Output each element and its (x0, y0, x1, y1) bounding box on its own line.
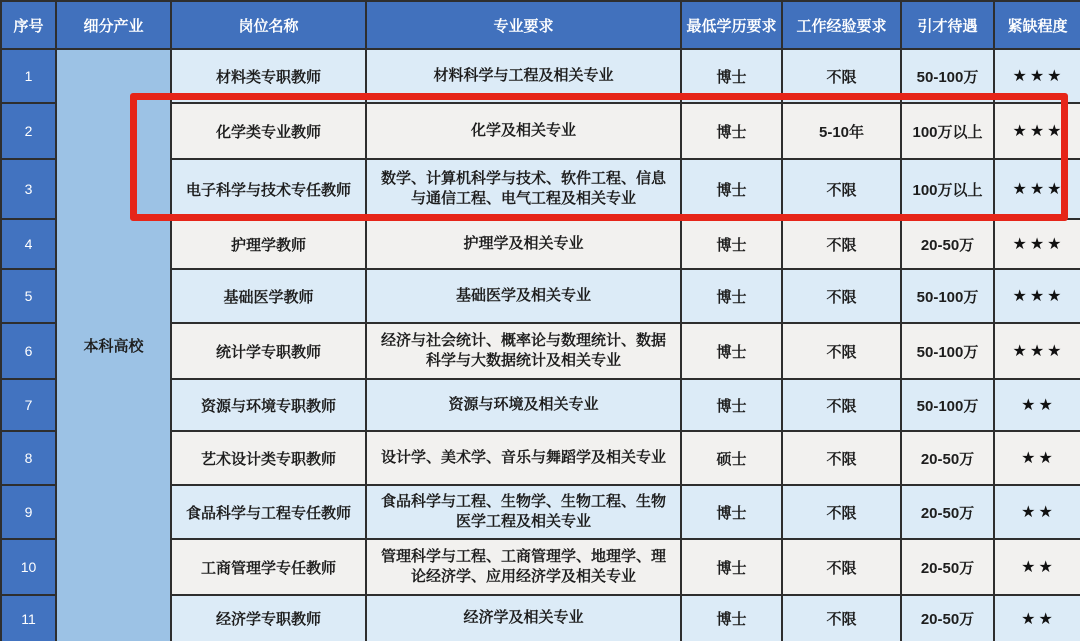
column-header-position: 岗位名称 (171, 1, 366, 49)
degree-cell: 硕士 (681, 431, 782, 485)
shortage-stars-cell: ★★★ (994, 219, 1080, 269)
column-header-industry: 细分产业 (56, 1, 171, 49)
salary-cell: 50-100万 (901, 49, 994, 103)
shortage-stars-cell: ★★ (994, 379, 1080, 431)
experience-cell: 不限 (782, 595, 901, 641)
table-header (1, 1, 1080, 49)
salary-cell: 20-50万 (901, 595, 994, 641)
experience-cell: 5-10年 (782, 103, 901, 159)
major-requirement-cell: 经济学及相关专业 (366, 595, 681, 641)
row-index-cell: 9 (1, 485, 56, 539)
row-index-cell: 8 (1, 431, 56, 485)
salary-cell: 20-50万 (901, 539, 994, 595)
major-requirement-cell: 资源与环境及相关专业 (366, 379, 681, 431)
row-index-cell: 1 (1, 49, 56, 103)
row-index-cell: 10 (1, 539, 56, 595)
experience-cell: 不限 (782, 485, 901, 539)
major-requirement-cell: 数学、计算机科学与技术、软件工程、信息与通信工程、电气工程及相关专业 (366, 159, 681, 219)
position-cell: 工商管理学专任教师 (171, 539, 366, 595)
industry-group-cell: 本科高校 (56, 49, 171, 641)
salary-cell: 50-100万 (901, 269, 994, 323)
major-requirement-cell: 化学及相关专业 (366, 103, 681, 159)
experience-cell: 不限 (782, 269, 901, 323)
major-requirement-cell: 护理学及相关专业 (366, 219, 681, 269)
salary-cell: 50-100万 (901, 323, 994, 379)
major-requirement-cell: 管理科学与工程、工商管理学、地理学、理论经济学、应用经济学及相关专业 (366, 539, 681, 595)
shortage-stars-cell: ★★★ (994, 323, 1080, 379)
position-cell: 护理学教师 (171, 219, 366, 269)
row-index-cell: 2 (1, 103, 56, 159)
major-requirement-cell: 基础医学及相关专业 (366, 269, 681, 323)
position-cell: 材料类专职教师 (171, 49, 366, 103)
shortage-stars-cell: ★★ (994, 431, 1080, 485)
column-header-major: 专业要求 (366, 1, 681, 49)
degree-cell: 博士 (681, 219, 782, 269)
degree-cell: 博士 (681, 269, 782, 323)
shortage-stars-cell: ★★★ (994, 159, 1080, 219)
experience-cell: 不限 (782, 219, 901, 269)
major-requirement-cell: 设计学、美术学、音乐与舞蹈学及相关专业 (366, 431, 681, 485)
experience-cell: 不限 (782, 379, 901, 431)
salary-cell: 50-100万 (901, 379, 994, 431)
row-index-cell: 4 (1, 219, 56, 269)
position-cell: 艺术设计类专职教师 (171, 431, 366, 485)
salary-cell: 20-50万 (901, 485, 994, 539)
table-row (1, 49, 1080, 103)
experience-cell: 不限 (782, 49, 901, 103)
row-index-cell: 6 (1, 323, 56, 379)
experience-cell: 不限 (782, 323, 901, 379)
experience-cell: 不限 (782, 159, 901, 219)
degree-cell: 博士 (681, 485, 782, 539)
experience-cell: 不限 (782, 431, 901, 485)
salary-cell: 100万以上 (901, 159, 994, 219)
shortage-stars-cell: ★★ (994, 539, 1080, 595)
position-cell: 化学类专业教师 (171, 103, 366, 159)
position-cell: 电子科学与技术专任教师 (171, 159, 366, 219)
shortage-stars-cell: ★★ (994, 485, 1080, 539)
shortage-stars-cell: ★★★ (994, 49, 1080, 103)
degree-cell: 博士 (681, 379, 782, 431)
position-cell: 统计学专职教师 (171, 323, 366, 379)
row-index-cell: 11 (1, 595, 56, 641)
shortage-stars-cell: ★★ (994, 595, 1080, 641)
column-header-shortage: 紧缺程度 (994, 1, 1080, 49)
salary-cell: 100万以上 (901, 103, 994, 159)
position-cell: 资源与环境专职教师 (171, 379, 366, 431)
column-header-degree: 最低学历要求 (681, 1, 782, 49)
shortage-stars-cell: ★★★ (994, 103, 1080, 159)
major-requirement-cell: 食品科学与工程、生物学、生物工程、生物医学工程及相关专业 (366, 485, 681, 539)
degree-cell: 博士 (681, 539, 782, 595)
column-header-experience: 工作经验要求 (782, 1, 901, 49)
shortage-stars-cell: ★★★ (994, 269, 1080, 323)
salary-cell: 20-50万 (901, 431, 994, 485)
row-index-cell: 3 (1, 159, 56, 219)
row-index-cell: 7 (1, 379, 56, 431)
degree-cell: 博士 (681, 595, 782, 641)
major-requirement-cell: 材料科学与工程及相关专业 (366, 49, 681, 103)
column-header-index: 序号 (1, 1, 56, 49)
degree-cell: 博士 (681, 159, 782, 219)
experience-cell: 不限 (782, 539, 901, 595)
position-cell: 经济学专职教师 (171, 595, 366, 641)
position-cell: 食品科学与工程专任教师 (171, 485, 366, 539)
column-header-salary: 引才待遇 (901, 1, 994, 49)
row-index-cell: 5 (1, 269, 56, 323)
major-requirement-cell: 经济与社会统计、概率论与数理统计、数据科学与大数据统计及相关专业 (366, 323, 681, 379)
degree-cell: 博士 (681, 323, 782, 379)
header-row (1, 1, 1080, 49)
salary-cell: 20-50万 (901, 219, 994, 269)
degree-cell: 博士 (681, 103, 782, 159)
position-cell: 基础医学教师 (171, 269, 366, 323)
table-body (1, 49, 1080, 641)
degree-cell: 博士 (681, 49, 782, 103)
